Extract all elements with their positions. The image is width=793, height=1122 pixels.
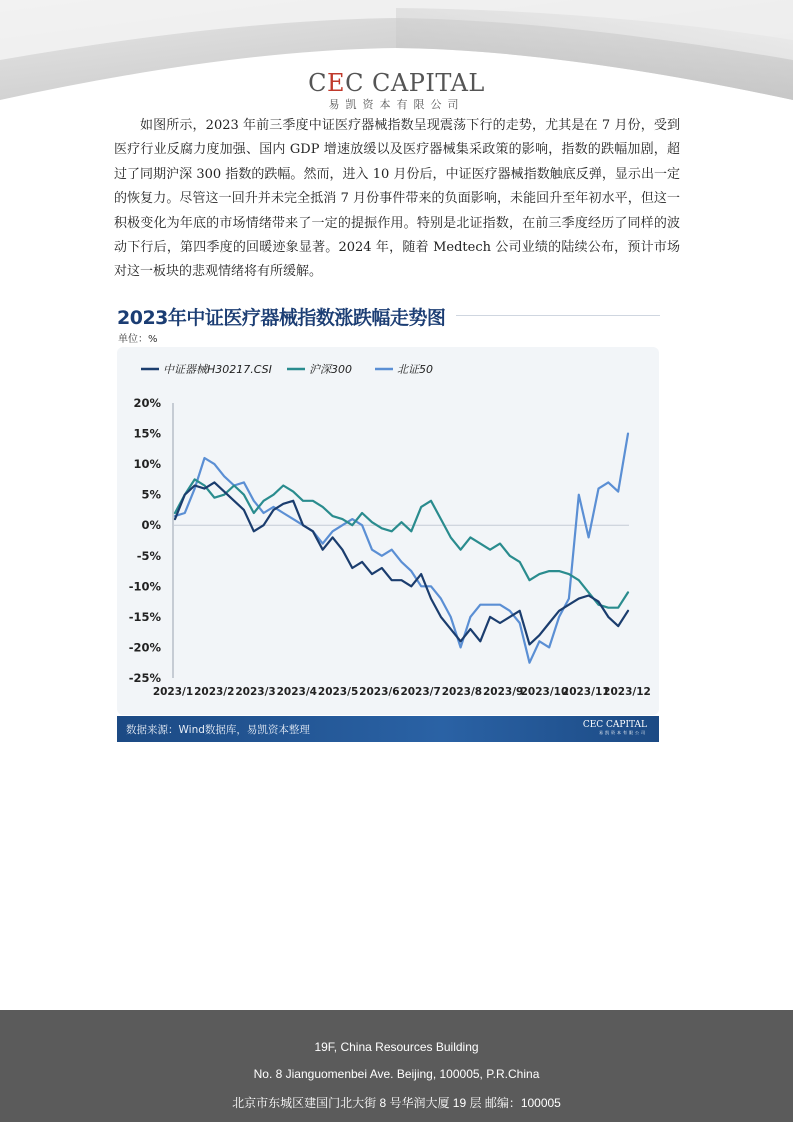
y-tick-label: -10% — [128, 579, 161, 594]
x-tick-label: 2023/5 — [317, 686, 359, 698]
series-line-2 — [175, 479, 628, 607]
footer-address-line-2: No. 8 Jianguomenbei Ave. Beijing, 100005, P.R.China — [253, 1067, 540, 1081]
y-tick-label: 20% — [133, 396, 161, 410]
chart-title-rule — [456, 315, 660, 316]
y-tick-label: -15% — [128, 609, 161, 624]
y-tick-label: 10% — [133, 457, 161, 472]
chart-source-bar — [117, 716, 659, 742]
y-tick-label: -5% — [136, 548, 161, 563]
x-tick-label: 2023/12 — [603, 686, 651, 698]
y-tick-label: -20% — [128, 640, 161, 655]
x-tick-label: 2023/9 — [482, 686, 524, 698]
x-tick-label: 2023/2 — [194, 686, 235, 698]
x-tick-label: 2023/8 — [441, 686, 483, 698]
chart-title: 2023年中证医疗器械指数涨跌幅走势图 — [117, 307, 446, 329]
legend-label-1: 中证器械H30217.CSI — [163, 363, 272, 376]
source-logo-main: CEC CAPITAL — [582, 720, 647, 730]
x-tick-label: 2023/1 — [152, 686, 194, 698]
source-logo — [583, 721, 647, 736]
chart-source-text: 数据来源：Wind数据库，易凯资本整理 — [126, 724, 310, 736]
logo-text-2: C CAPITAL — [345, 69, 485, 97]
page-footer — [0, 1010, 793, 1122]
legend-label-2: 沪深300 — [309, 363, 352, 376]
y-tick-label: 0% — [141, 518, 161, 533]
chart-unit-label: 单位：% — [118, 334, 158, 345]
footer-address-line-1: 19F, China Resources Building — [314, 1040, 479, 1054]
line-chart — [117, 347, 659, 715]
company-logo — [0, 70, 793, 112]
x-tick-label: 2023/3 — [235, 686, 276, 698]
x-tick-label: 2023/6 — [359, 686, 400, 698]
logo-subtitle: 易凯资本有限公司 — [328, 98, 465, 111]
body-paragraph: 如图所示，2023 年前三季度中证医疗器械指数呈现震荡下行的走势，尤其是在 7 月份，受到医疗行业反腐力度加强、国内 GDP 增速放缓以及医疗器械集采政策的影响，指数的跌幅加剧，超过了同期沪深 300 指数的跌幅。然而，进入 10 月份后，中证医疗器械指数触底反弹，显示出一定的恢复力。尽管这一回升并未完全抵消 7 月份事件带来的负面影响，未能回升至年初水平，但这一积极变化为年底的市场情绪带来了一定的提振作用。特别是北证指数，在前三季度经历了同样的波动下行后，第四季度的回暖迹象显著。2024 年，随着 Medtech 公司业绩的陆续公布，预计市场对这一板块的悲观情绪将有所缓解。 — [114, 118, 680, 280]
x-tick-label: 2023/4 — [276, 686, 318, 698]
logo-text-red: E — [327, 69, 346, 97]
x-tick-label: 2023/10 — [520, 686, 569, 698]
legend-label-3: 北证50 — [397, 363, 433, 376]
footer-address-line-3: 北京市东城区建国门北大街 8 号华润大厦 19 层 邮编：100005 — [232, 1096, 561, 1110]
series-line-3 — [175, 434, 628, 663]
y-tick-label: -25% — [128, 671, 161, 685]
logo-text-1: C — [308, 69, 328, 97]
y-tick-label: 5% — [141, 487, 161, 502]
x-tick-label: 2023/7 — [400, 686, 441, 698]
source-logo-sub: 易凯资本有限公司 — [599, 730, 647, 735]
x-tick-label: 2023/11 — [561, 686, 610, 698]
y-tick-label: 15% — [133, 426, 161, 441]
